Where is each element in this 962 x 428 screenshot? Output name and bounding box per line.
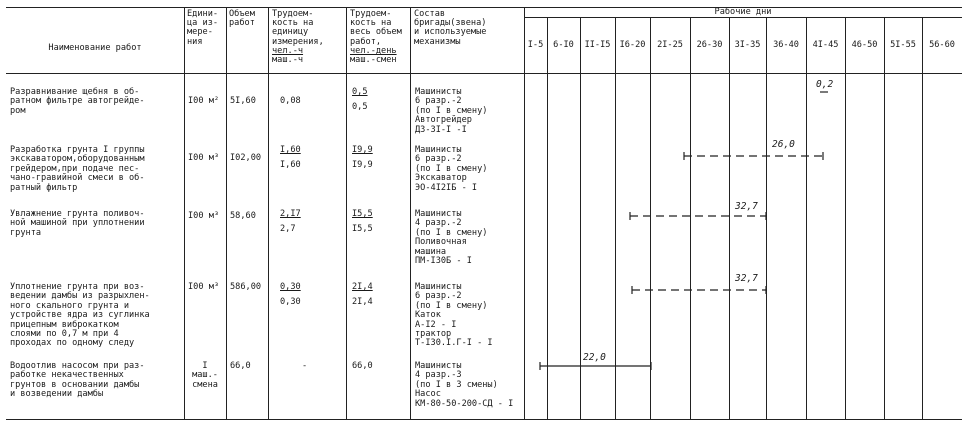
row-1-labor-total-top: 0,5 [352, 87, 368, 97]
header-unit: Едини- ца из- мере- ния [187, 9, 219, 47]
row-5-labor-total: 66,0 [352, 361, 373, 371]
header-labor-total-den: маш.-смен [350, 55, 397, 65]
row-5-labor-unit: - [302, 361, 308, 371]
row-3-labor-unit-bottom: 2,7 [280, 224, 296, 234]
header-volume: Объем работ [229, 9, 255, 29]
day-label: 6-I0 [553, 40, 574, 50]
row-2-labor-total-bottom: I9,9 [352, 160, 373, 170]
row-3-crew: Машинисты 4 разр.-2 (по I в смену) Поливочная машина ПМ-I30Б - I [415, 209, 488, 267]
row-1-name: Разравнивание щебня в об- ратном фильтре автогрейде- ром [10, 87, 145, 116]
row-4-unit: I00 м³ [188, 282, 220, 292]
row-2-labor-unit-bottom: I,60 [280, 160, 301, 170]
row-3-labor-total-top: I5,5 [352, 209, 373, 219]
row-4-bar-label: 32,7 [735, 273, 758, 284]
row-5-volume: 66,0 [230, 361, 251, 371]
row-2-name: Разработка грунта I группы экскаватором,оборудованным грейдером,при подаче пес- чано-гравийной смеси в об- ратный фильтр [10, 145, 145, 193]
row-1-labor-unit: 0,08 [280, 96, 301, 106]
header-name: Наименование работ [48, 43, 142, 53]
header-days-title: Рабочие дни [714, 7, 772, 17]
day-label: 56-60 [929, 40, 955, 50]
day-label: 36-40 [773, 40, 799, 50]
row-4-volume: 586,00 [230, 282, 262, 292]
header-labor-unit-den: маш.-ч [272, 55, 304, 65]
row-2-labor-total-top: I9,9 [352, 145, 373, 155]
row-5-crew: Машинисты 4 разр.-3 (по I в 3 смены) Насос КМ-80-50-200-СД - I [415, 361, 514, 409]
row-1-crew: Машинисты 6 разр.-2 (по I в смену) Автогрейдер ДЗ-3I-I -I [415, 87, 488, 135]
row-5-bar-label: 22,0 [583, 352, 606, 363]
row-1-bar-label: 0,2 [816, 79, 834, 90]
row-4-labor-total-bottom: 2I,4 [352, 297, 373, 307]
row-3-labor-unit-top: 2,I7 [280, 209, 301, 219]
row-4-labor-unit-bottom: 0,30 [280, 297, 301, 307]
row-4-labor-unit-top: 0,30 [280, 282, 301, 292]
row-3-name: Увлажнение грунта поливоч- ной машиной при уплотнении грунта [10, 209, 145, 238]
header-labor-total: Трудоем- кость на весь объем работ, [350, 9, 402, 47]
header-labor-unit: Трудоем- кость на единицу измерения, [272, 9, 324, 47]
header-labor-total-num: чел.-день [350, 46, 397, 56]
row-3-unit: I00 м³ [188, 211, 220, 221]
day-label: I-5 [527, 40, 544, 50]
row-3-bar-label: 32,7 [735, 201, 758, 212]
day-label: 4I-45 [812, 40, 839, 50]
row-1-unit: I00 м² [188, 96, 220, 106]
row-3-volume: 58,60 [230, 211, 256, 221]
row-1-labor-total-bottom: 0,5 [352, 102, 368, 112]
day-label: 26-30 [696, 40, 723, 50]
row-4-labor-total-top: 2I,4 [352, 282, 373, 292]
day-label: 3I-35 [734, 40, 761, 50]
day-label: I6-20 [619, 40, 646, 50]
row-3-labor-total-bottom: I5,5 [352, 224, 373, 234]
row-2-volume: I02,00 [230, 153, 262, 163]
day-label: 5I-55 [890, 40, 916, 50]
row-4-crew: Машинисты 6 разр.-2 (по I в смену) Каток А-I2 - I трактор Т-I30.I.Г-I - I [415, 282, 493, 349]
header-crew: Состав бригады(звена) и используемые механизмы [414, 9, 487, 47]
row-5-unit: I маш.- смена [192, 361, 218, 390]
day-label: 46-50 [851, 40, 878, 50]
day-label: II-I5 [584, 40, 611, 50]
row-2-crew: Машинисты 6 разр.-2 (по I в смену) Экскаватор ЭО-4I2IБ - I [415, 145, 488, 193]
row-5-name: Водоотлив насосом при раз- работке некачественных грунтов в основании дамбы и возведении дамбы [10, 361, 145, 400]
row-1-volume: 5I,60 [230, 96, 256, 106]
row-2-labor-unit-top: I,60 [280, 145, 301, 155]
header-labor-unit-num: чел.-ч [272, 46, 304, 56]
day-label: 2I-25 [657, 40, 683, 50]
row-2-bar-label: 26,0 [772, 139, 795, 150]
row-4-name: Уплотнение грунта при воз- ведении дамбы из разрыхлен- ного скального грунта и устройстве ядра из суглинка прицепным виброкатком слоями по 0,7 м при 4 проходах по одному следу [10, 282, 150, 349]
row-2-unit: I00 м³ [188, 153, 220, 163]
